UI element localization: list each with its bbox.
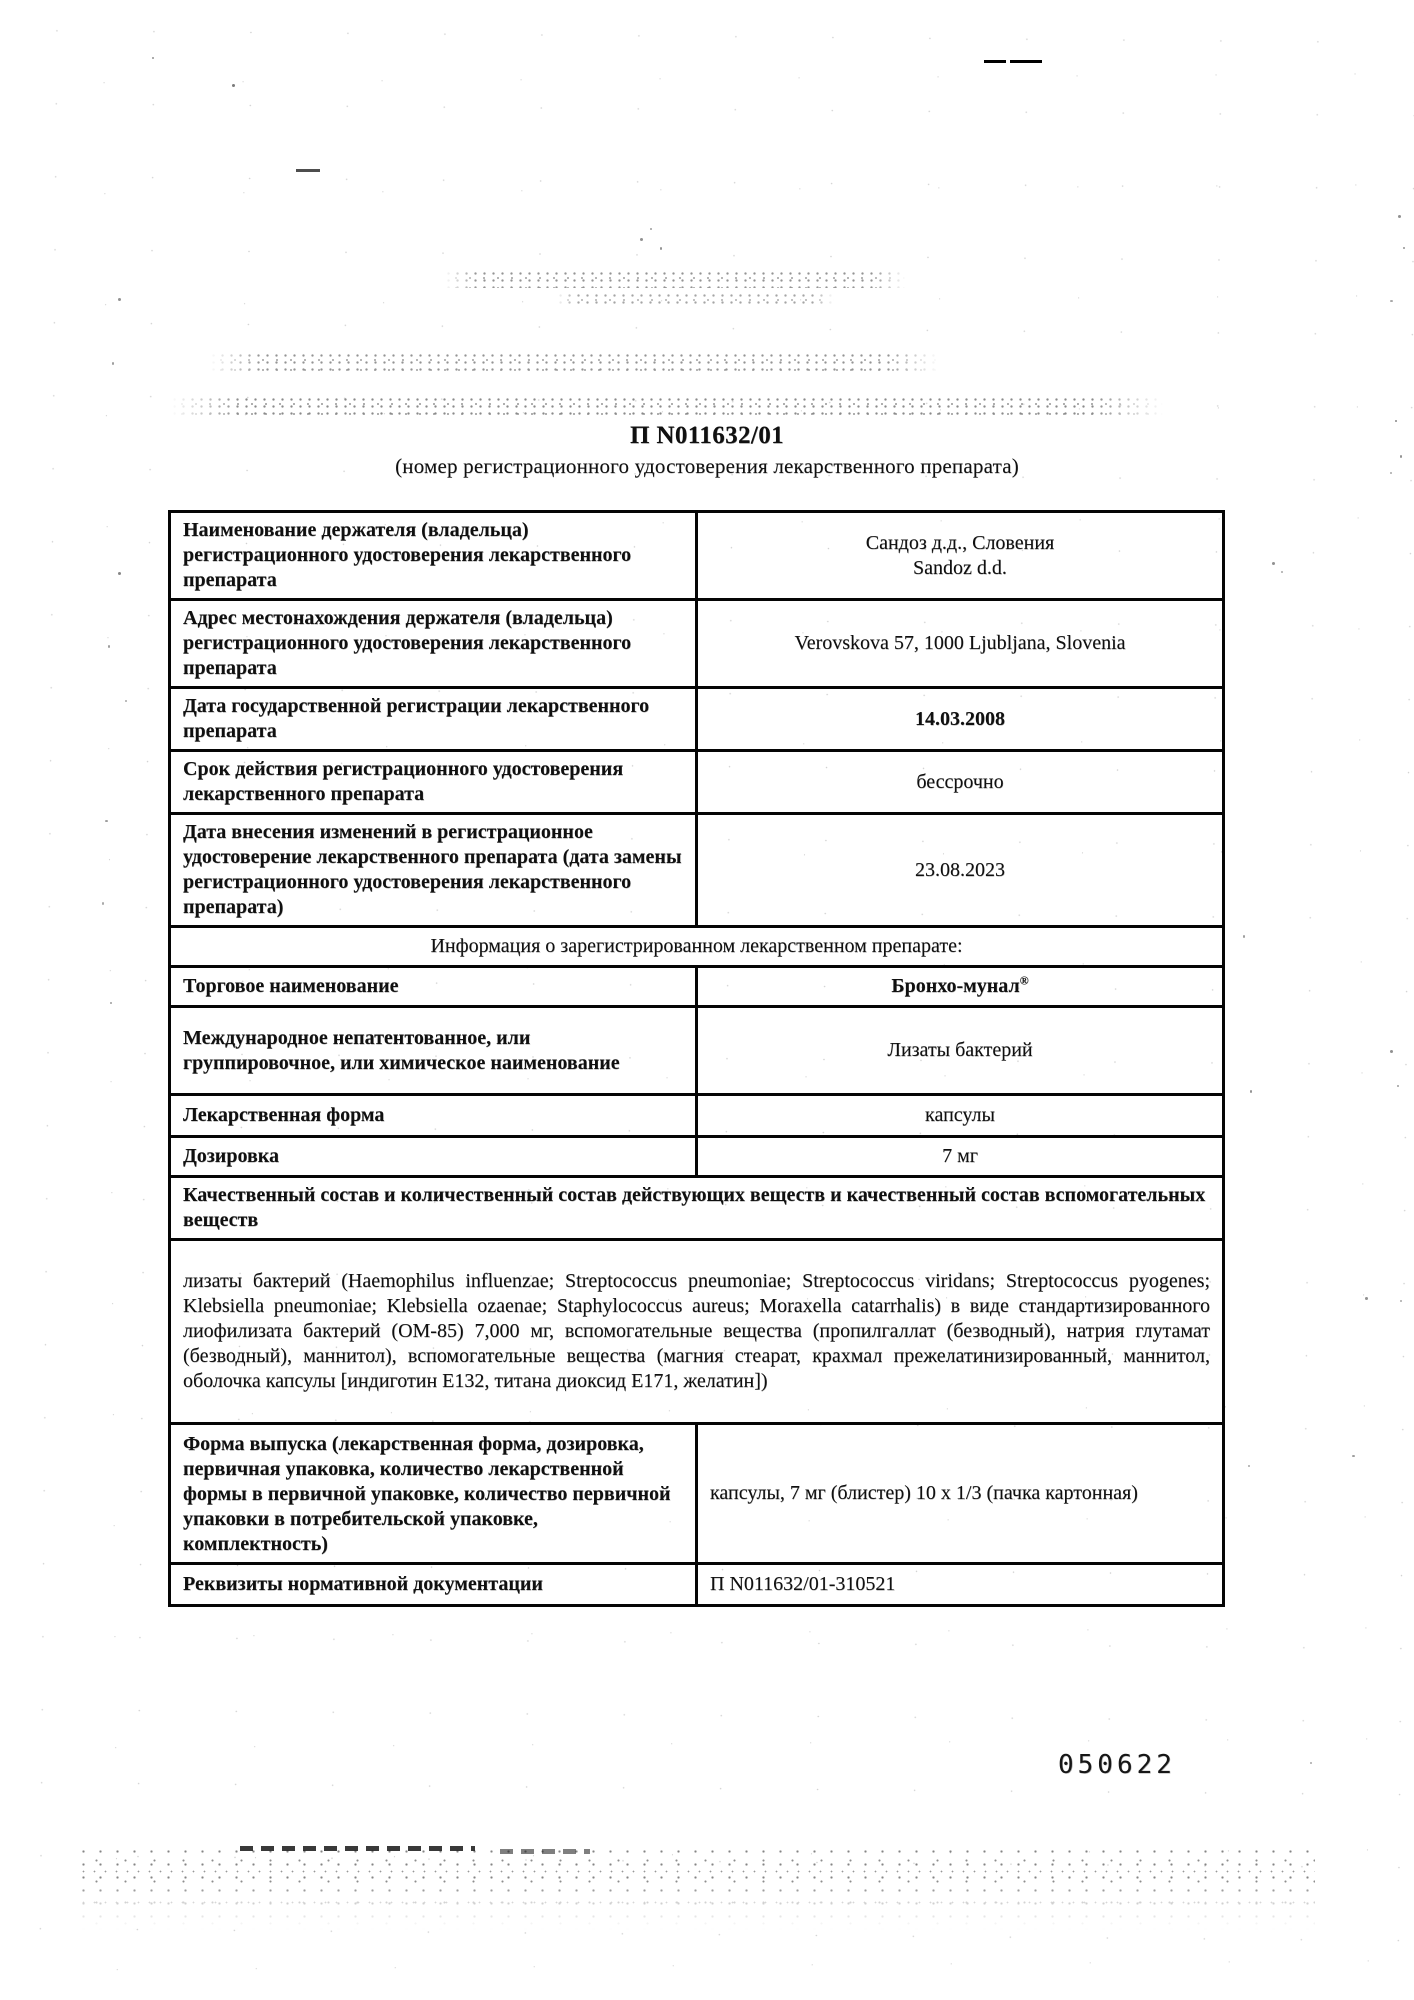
inn-value: Лизаты бактерий [697, 1007, 1224, 1095]
holder-value-ru: Сандоз д.д., Словения [865, 531, 1055, 554]
scan-speck [125, 700, 127, 702]
release-form-value: капсулы, 7 мг (блистер) 10 х 1/3 (пачка картонная) [697, 1424, 1224, 1564]
address-label: Адрес местонахождения держателя (владельца) регистрационного удостоверения лекарственного препарата [170, 600, 697, 688]
table-row-validity [170, 751, 1224, 814]
table-row-inn [170, 1007, 1224, 1095]
scan-dash-cluster-1 [240, 1846, 475, 1851]
scan-speck [102, 902, 104, 905]
scan-speck [1310, 1762, 1312, 1764]
holder-label: Наименование держателя (владельца) регистрационного удостоверения лекарственного препарата [170, 512, 697, 600]
scan-speck [1390, 1050, 1393, 1053]
faded-stamp-line-4 [170, 396, 1164, 416]
scan-speck [1272, 562, 1275, 565]
table-row-trade-name [170, 967, 1224, 1007]
scan-speck [105, 820, 108, 822]
validity-value: бессрочно [697, 751, 1224, 814]
scan-speck [1400, 1300, 1402, 1302]
validity-label: Срок действия регистрационного удостоверения лекарственного препарата [170, 751, 697, 814]
dosage-label: Дозировка [170, 1137, 697, 1177]
registration-table [168, 510, 1225, 1607]
scan-speck [112, 362, 114, 365]
registration-number-title: П N011632/01 [629, 422, 785, 449]
table-row-composition-body [170, 1240, 1224, 1424]
scan-speck [1281, 571, 1283, 573]
page-stamp-number: 050622 [1058, 1750, 1176, 1780]
table-row-normative-docs [170, 1564, 1224, 1606]
scan-noise-band-bottom [75, 1845, 1315, 1935]
table-row-address [170, 600, 1224, 688]
scan-speck [650, 228, 652, 230]
scan-speck [1365, 1297, 1368, 1300]
amendment-date-label: Дата внесения изменений в регистрационное удостоверение лекарственного препарата (дата замены регистрационного удостоверения лекарственного препарата) [170, 814, 697, 927]
faded-stamp-line-1 [444, 270, 906, 288]
scan-speck [1403, 247, 1405, 249]
dosage-form-label: Лекарственная форма [170, 1095, 697, 1137]
table-row-composition-header [170, 1177, 1224, 1240]
normative-docs-label: Реквизиты нормативной документации [170, 1564, 697, 1606]
scan-speck [118, 572, 121, 575]
scan-speck [118, 298, 121, 301]
faded-stamp-line-3 [209, 352, 939, 371]
dosage-form-value: капсулы [697, 1095, 1224, 1137]
scan-speck [1398, 215, 1401, 218]
table-row-info-banner [170, 927, 1224, 967]
amendment-date-value: 23.08.2023 [697, 814, 1224, 927]
trade-name-text: Бронхо-мунал [891, 975, 1020, 997]
faded-stamp-line-2 [556, 292, 834, 308]
scan-speck [1250, 1090, 1252, 1093]
address-value: Verovskova 57, 1000 Ljubljana, Slovenia [697, 600, 1224, 688]
registration-date-value: 14.03.2008 [697, 688, 1224, 751]
scan-speck [232, 84, 235, 87]
registered-trademark-mark: ® [1019, 973, 1029, 988]
registration-number-caption: (номер регистрационного удостоверения лекарственного препарата) [395, 454, 1019, 478]
composition-header: Качественный состав и количественный состав действующих веществ и качественный состав вспомогательных веществ [170, 1177, 1224, 1240]
scan-speck [1248, 1465, 1250, 1467]
scan-speck [640, 238, 643, 241]
scan-speck [1352, 1455, 1355, 1457]
composition-body: лизаты бактерий (Haemophilus influenzae; Streptococcus pneumoniae; Streptococcus viridans; Streptococcus pyogenes; Klebsiella pneumoniae; Klebsiella ozaenae; Staphylococcus aureus; Moraxella catarrhalis) в виде стандартизированного лиофилизата бактерий (ОМ-85) 7,000 мг, вспомогательные вещества (пропилгаллат (безводный), натрия глутамат (безводный), маннитол), вспомогательные вещества (магния стеарат, крахмал прежелатинизированный, маннитол, оболочка капсулы [индиготин Е132, титана диоксид Е171, желатин]) [170, 1240, 1224, 1424]
table-row-dosage-form [170, 1095, 1224, 1137]
inn-label: Международное непатентованное, или группировочное, или химическое наименование [170, 1007, 697, 1095]
trade-name-value [697, 967, 1224, 1007]
scan-artifact-topline [984, 60, 1042, 63]
scan-speck [110, 1002, 112, 1004]
table-row-registration-date [170, 688, 1224, 751]
scan-speck [1397, 1085, 1399, 1087]
info-banner: Информация о зарегистрированном лекарственном препарате: [170, 927, 1224, 967]
scan-dash-cluster-2 [500, 1849, 590, 1854]
holder-value [697, 512, 1224, 600]
table-row-dosage [170, 1137, 1224, 1177]
release-form-label: Форма выпуска (лекарственная форма, дозировка, первичная упаковка, количество лекарственной формы в первичной упаковке, количество первичной упаковки в потребительской упаковке, комплектность) [170, 1424, 697, 1564]
scan-speck [1243, 935, 1245, 938]
scan-speck [660, 247, 662, 250]
table-row-release-form [170, 1424, 1224, 1564]
scan-speck [108, 645, 110, 648]
scan-speck [1390, 300, 1393, 302]
normative-docs-value: П N011632/01-310521 [697, 1564, 1224, 1606]
table-row-amendment-date [170, 814, 1224, 927]
scan-artifact-dash [296, 169, 320, 172]
registration-date-label: Дата государственной регистрации лекарственного препарата [170, 688, 697, 751]
trade-name-label: Торговое наименование [170, 967, 697, 1007]
table-row-holder [170, 512, 1224, 600]
dosage-value: 7 мг [697, 1137, 1224, 1177]
scan-speck [152, 57, 154, 59]
holder-value-en: Sandoz d.d. [913, 556, 1007, 579]
